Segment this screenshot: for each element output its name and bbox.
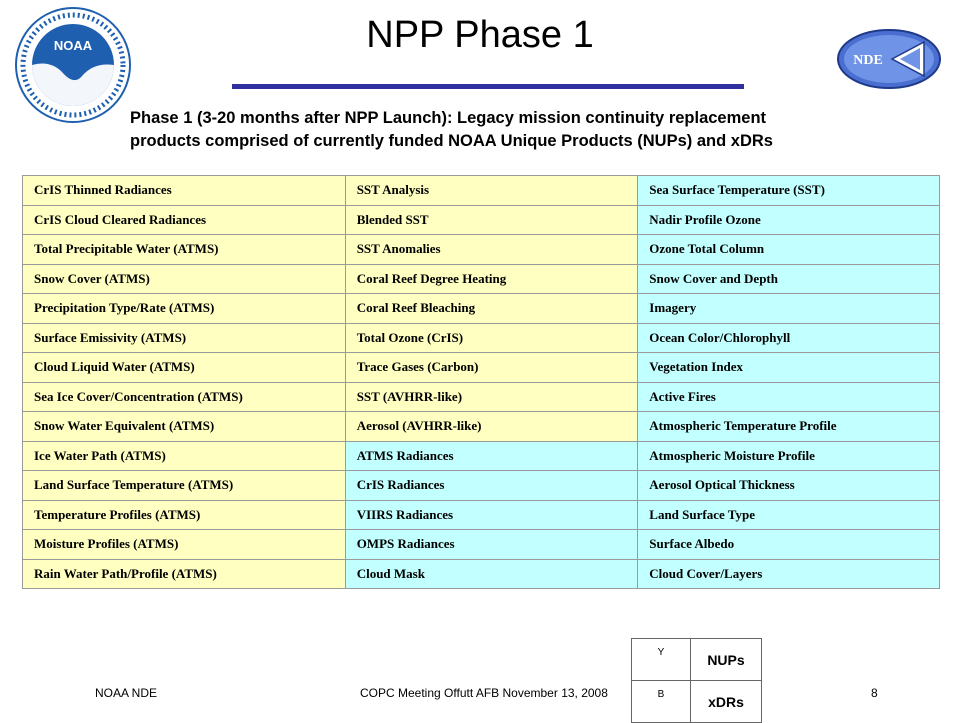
table-cell: Aerosol Optical Thickness [638, 471, 940, 501]
table-row [23, 264, 940, 294]
table-cell: Trace Gases (Carbon) [345, 353, 638, 383]
table-row [23, 353, 940, 383]
subtitle-line-2: products comprised of currently funded NOAA Unique Products (NUPs) and xDRs [130, 132, 773, 150]
table-row [23, 294, 940, 324]
legend-row [632, 681, 762, 723]
table-cell: Cloud Mask [345, 559, 638, 589]
table-cell: Atmospheric Temperature Profile [638, 412, 940, 442]
table-row [23, 530, 940, 560]
table-cell: Coral Reef Degree Heating [345, 264, 638, 294]
noaa-logo-text: NOAA [53, 38, 93, 53]
table-cell: SST Analysis [345, 176, 638, 206]
table-cell: Cloud Cover/Layers [638, 559, 940, 589]
table-row [23, 500, 940, 530]
table-cell: Nadir Profile Ozone [638, 205, 940, 235]
table-row [23, 235, 940, 265]
slide-title: NPP Phase 1 [366, 14, 594, 56]
table-cell: ATMS Radiances [345, 441, 638, 471]
nde-logo-text: NDE [853, 53, 883, 68]
table-row [23, 205, 940, 235]
footer-center: COPC Meeting Offutt AFB November 13, 2008 [360, 686, 608, 700]
table-cell: VIIRS Radiances [345, 500, 638, 530]
table-cell: OMPS Radiances [345, 530, 638, 560]
table-cell: Vegetation Index [638, 353, 940, 383]
table-row [23, 412, 940, 442]
slide-subtitle [130, 107, 930, 153]
table-row [23, 382, 940, 412]
table-row [23, 559, 940, 589]
table-cell: Snow Water Equivalent (ATMS) [23, 412, 346, 442]
table-cell: Sea Surface Temperature (SST) [638, 176, 940, 206]
table-cell: Temperature Profiles (ATMS) [23, 500, 346, 530]
table-cell: Land Surface Type [638, 500, 940, 530]
table-cell: Surface Emissivity (ATMS) [23, 323, 346, 353]
page-number: 8 [871, 686, 878, 700]
table-cell: Imagery [638, 294, 940, 324]
table-row [23, 323, 940, 353]
table-cell: Precipitation Type/Rate (ATMS) [23, 294, 346, 324]
legend [631, 638, 762, 723]
table-row [23, 176, 940, 206]
table-cell: Total Precipitable Water (ATMS) [23, 235, 346, 265]
footer-left: NOAA NDE [95, 686, 158, 700]
table-cell: Snow Cover (ATMS) [23, 264, 346, 294]
table-row [23, 471, 940, 501]
table-cell: Snow Cover and Depth [638, 264, 940, 294]
table-row [23, 441, 940, 471]
title-underline [232, 84, 744, 89]
table-cell: CrIS Thinned Radiances [23, 176, 346, 206]
table-cell: Ice Water Path (ATMS) [23, 441, 346, 471]
products-table-body [23, 176, 940, 589]
table-cell: Aerosol (AVHRR-like) [345, 412, 638, 442]
legend-body [632, 639, 762, 723]
table-cell: Ozone Total Column [638, 235, 940, 265]
table-cell: Atmospheric Moisture Profile [638, 441, 940, 471]
table-cell: Total Ozone (CrIS) [345, 323, 638, 353]
table-cell: Blended SST [345, 205, 638, 235]
table-cell: Rain Water Path/Profile (ATMS) [23, 559, 346, 589]
legend-code: Y [632, 639, 691, 681]
table-cell: SST (AVHRR-like) [345, 382, 638, 412]
table-cell: Coral Reef Bleaching [345, 294, 638, 324]
legend-label: xDRs [691, 681, 762, 723]
table-cell: SST Anomalies [345, 235, 638, 265]
legend-row [632, 639, 762, 681]
table-cell: Active Fires [638, 382, 940, 412]
table-cell: CrIS Radiances [345, 471, 638, 501]
table-cell: Sea Ice Cover/Concentration (ATMS) [23, 382, 346, 412]
products-table [22, 175, 940, 589]
table-cell: Cloud Liquid Water (ATMS) [23, 353, 346, 383]
table-cell: Surface Albedo [638, 530, 940, 560]
legend-label: NUPs [691, 639, 762, 681]
table-cell: Ocean Color/Chlorophyll [638, 323, 940, 353]
legend-code: B [632, 681, 691, 723]
table-cell: Land Surface Temperature (ATMS) [23, 471, 346, 501]
subtitle-line-1: Phase 1 (3-20 months after NPP Launch): Legacy mission continuity replacement [130, 109, 767, 127]
table-cell: CrIS Cloud Cleared Radiances [23, 205, 346, 235]
table-cell: Moisture Profiles (ATMS) [23, 530, 346, 560]
